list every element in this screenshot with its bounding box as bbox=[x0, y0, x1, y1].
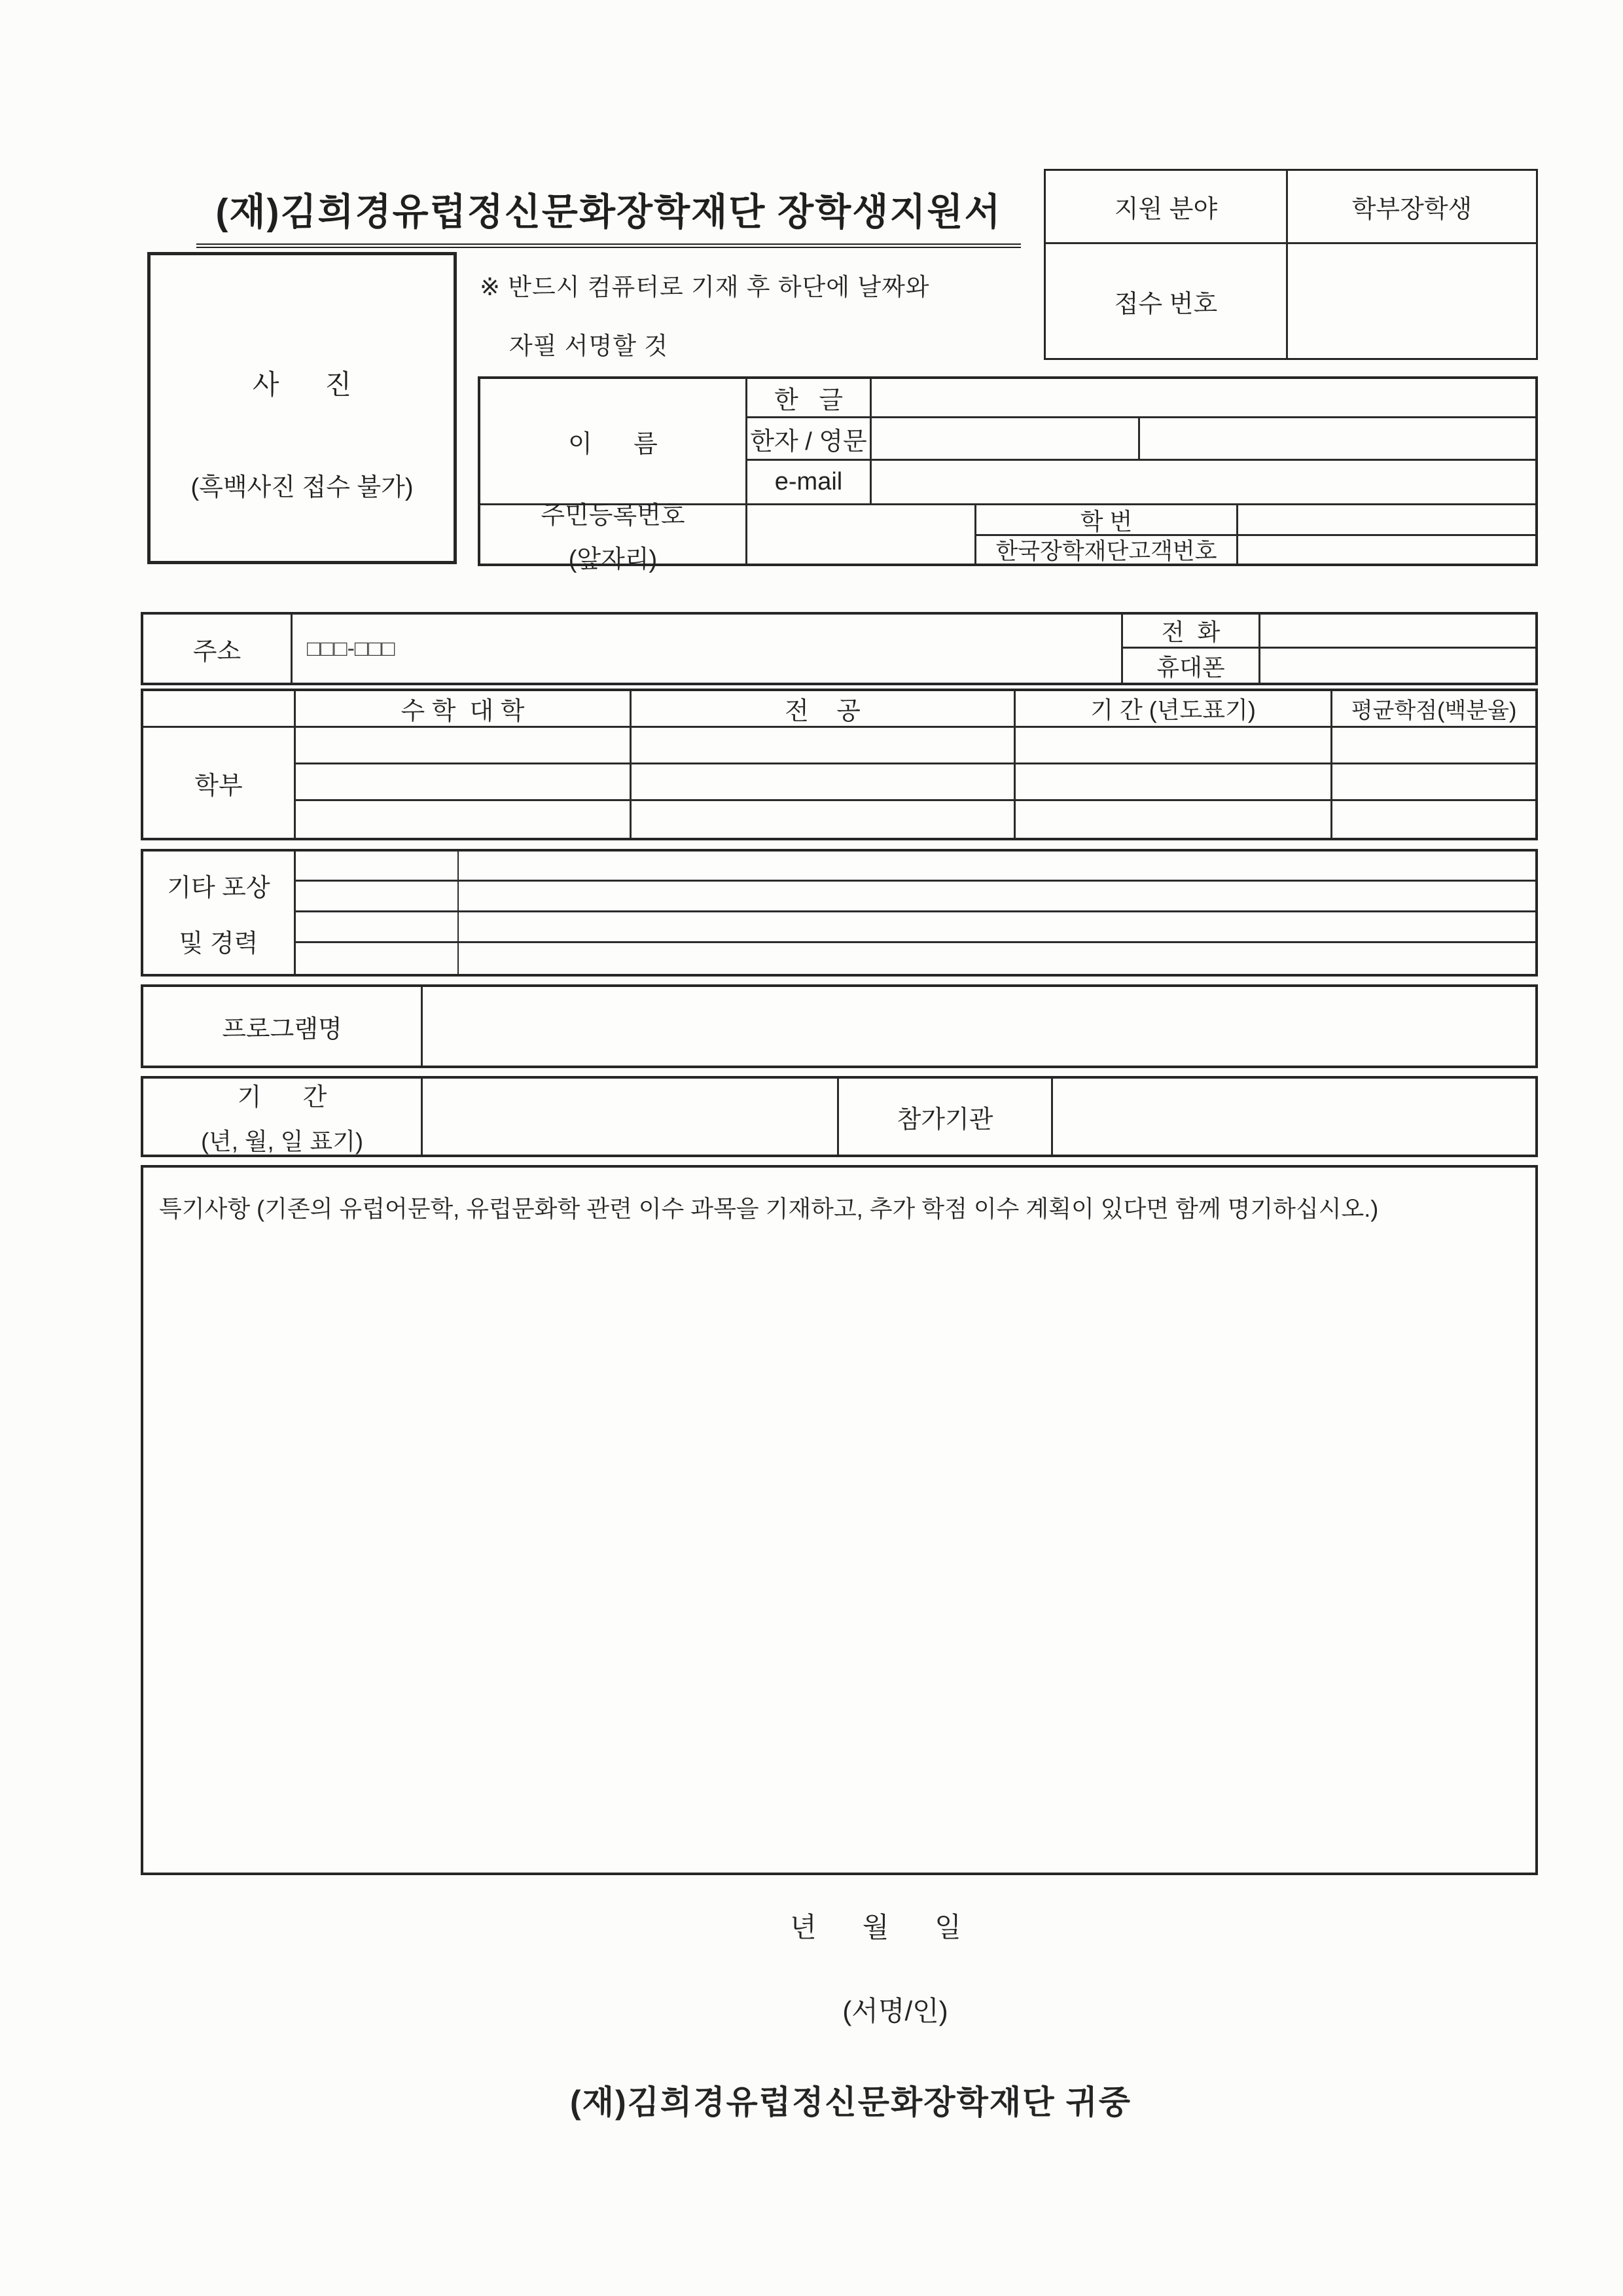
phone-label: 전 화 bbox=[1123, 615, 1260, 649]
mobile-label: 휴대폰 bbox=[1123, 649, 1260, 683]
english-name-input[interactable] bbox=[1140, 418, 1535, 461]
edu-major-input-1[interactable] bbox=[632, 728, 1016, 764]
education-header-gpa: 평균학점(백분율) bbox=[1332, 691, 1535, 728]
edu-gpa-input-1[interactable] bbox=[1332, 728, 1535, 764]
period-label-line1: 기 간 bbox=[237, 1084, 327, 1111]
hanja-english-name-label: 한자 / 영문 bbox=[747, 418, 872, 461]
period-label bbox=[143, 1079, 423, 1155]
student-id-label: 학 번 bbox=[976, 505, 1238, 536]
awards-group-label bbox=[143, 852, 296, 974]
award-type-input-1[interactable] bbox=[296, 852, 459, 882]
receipt-number-input[interactable] bbox=[1288, 244, 1536, 358]
recipient-line: (재)김희경유럽정신문화장학재단 귀중 bbox=[570, 2084, 1132, 2121]
edu-period-input-2[interactable] bbox=[1016, 764, 1332, 801]
edu-university-input-1[interactable] bbox=[296, 728, 632, 764]
address-input[interactable] bbox=[293, 615, 1123, 683]
fill-instruction-line1: ※ 반드시 컴퓨터로 기재 후 하단에 날짜와 bbox=[480, 274, 930, 300]
award-detail-input-1[interactable] bbox=[459, 852, 1535, 882]
date-line: 년 월 일 bbox=[790, 1912, 961, 1943]
photo-box bbox=[147, 252, 457, 564]
apply-info-box bbox=[1044, 169, 1538, 360]
fill-instruction-line2: 자필 서명할 것 bbox=[509, 332, 669, 359]
period-box bbox=[141, 1076, 1538, 1157]
award-type-input-4[interactable] bbox=[296, 943, 459, 974]
period-label-line2: (년, 월, 일 표기) bbox=[201, 1128, 363, 1155]
edu-period-input-3[interactable] bbox=[1016, 801, 1332, 838]
education-table bbox=[141, 689, 1538, 840]
education-header-major: 전 공 bbox=[632, 691, 1016, 728]
receipt-number-label: 접수 번호 bbox=[1046, 244, 1288, 358]
edu-gpa-input-3[interactable] bbox=[1332, 801, 1535, 838]
email-input[interactable] bbox=[872, 461, 1535, 505]
awards-label-line2: 및 경력 bbox=[179, 929, 259, 958]
award-detail-input-4[interactable] bbox=[459, 943, 1535, 974]
period-input[interactable] bbox=[423, 1079, 839, 1155]
edu-university-input-2[interactable] bbox=[296, 764, 632, 801]
education-header-period: 기 간 (년도표기) bbox=[1016, 691, 1332, 728]
resident-number-label-line2: (앞자리) bbox=[568, 545, 658, 573]
photo-label: 사 진 bbox=[252, 369, 352, 400]
email-label: e-mail bbox=[747, 461, 872, 505]
award-type-input-3[interactable] bbox=[296, 912, 459, 943]
remarks-box[interactable] bbox=[141, 1165, 1538, 1875]
photo-note: (흑백사진 접수 불가) bbox=[190, 473, 414, 501]
form-title: (재)김희경유럽정신문화장학재단 장학생지원서 bbox=[196, 182, 1021, 248]
student-id-input[interactable] bbox=[1238, 505, 1535, 536]
award-detail-input-3[interactable] bbox=[459, 912, 1535, 943]
edu-university-input-3[interactable] bbox=[296, 801, 632, 838]
mobile-input[interactable] bbox=[1260, 649, 1535, 683]
kosaf-number-label: 한국장학재단고객번호 bbox=[976, 536, 1238, 564]
address-box bbox=[141, 612, 1538, 685]
edu-major-input-3[interactable] bbox=[632, 801, 1016, 838]
name-id-table bbox=[478, 376, 1538, 573]
participating-org-label: 참가기관 bbox=[839, 1079, 1053, 1155]
program-name-label: 프로그램명 bbox=[143, 987, 423, 1066]
awards-label-line1: 기타 포상 bbox=[167, 874, 270, 902]
phone-input[interactable] bbox=[1260, 615, 1535, 649]
edu-period-input-1[interactable] bbox=[1016, 728, 1332, 764]
address-label: 주소 bbox=[143, 615, 293, 683]
education-header-university: 수 학 대 학 bbox=[296, 691, 632, 728]
hangul-name-input[interactable] bbox=[872, 379, 1535, 418]
awards-box bbox=[141, 849, 1538, 977]
postal-code-placeholder: □□□-□□□ bbox=[307, 636, 395, 661]
resident-number-label-line1: 주민등록번호 bbox=[541, 501, 685, 529]
resident-number-input[interactable] bbox=[747, 505, 976, 564]
hangul-name-label: 한 글 bbox=[747, 379, 872, 418]
name-group-label: 이 름 bbox=[480, 379, 747, 505]
undergraduate-group-label: 학부 bbox=[143, 728, 296, 838]
edu-major-input-2[interactable] bbox=[632, 764, 1016, 801]
participating-org-input[interactable] bbox=[1053, 1079, 1535, 1155]
apply-category-label: 지원 분야 bbox=[1046, 171, 1288, 244]
signature-line: (서명/인) bbox=[842, 1996, 948, 2026]
apply-category-value: 학부장학생 bbox=[1288, 171, 1536, 244]
edu-gpa-input-2[interactable] bbox=[1332, 764, 1535, 801]
award-type-input-2[interactable] bbox=[296, 882, 459, 912]
kosaf-number-input[interactable] bbox=[1238, 536, 1535, 564]
award-detail-input-2[interactable] bbox=[459, 882, 1535, 912]
resident-number-label bbox=[480, 501, 747, 573]
program-name-input[interactable] bbox=[423, 987, 1535, 1066]
program-box bbox=[141, 984, 1538, 1068]
education-header-corner bbox=[143, 691, 296, 728]
remarks-note: 특기사항 (기존의 유럽어문학, 유럽문화학 관련 이수 과목을 기재하고, 추가 학점 이수 계획이 있다면 함께 명기하십시오.) bbox=[159, 1195, 1379, 1222]
hanja-name-input[interactable] bbox=[872, 418, 1140, 461]
